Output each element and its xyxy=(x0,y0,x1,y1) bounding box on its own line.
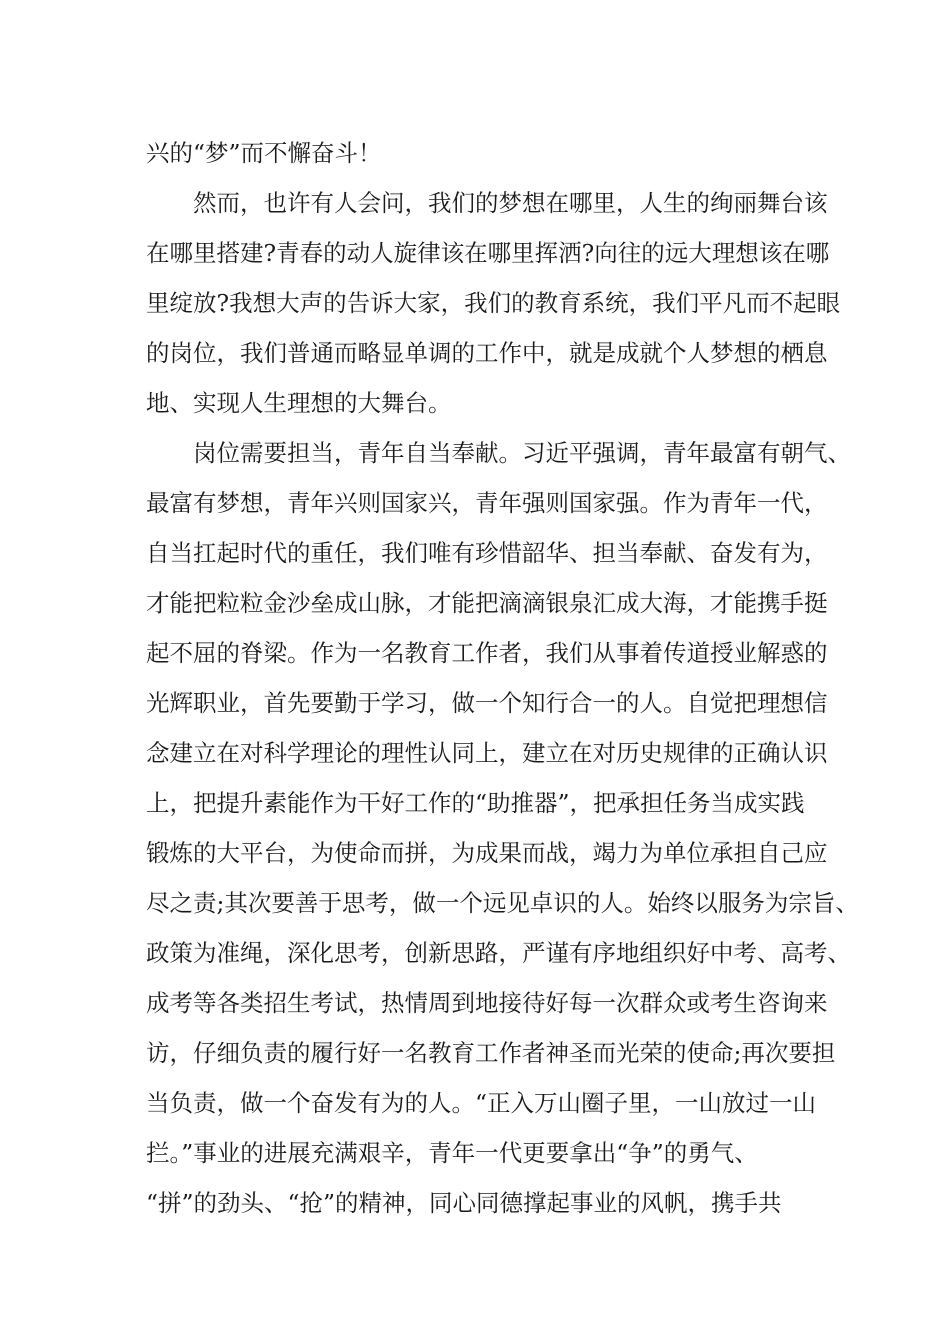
text-line: “拼”的劲头、“抢”的精神，同心同德撑起事业的风帆，携手共 xyxy=(146,1189,782,1217)
text-line: 起不屈的脊梁。作为一名教育工作者，我们从事着传道授业解惑的 xyxy=(146,639,828,667)
text-line: 访，仔细负责的履行好一名教育工作者神圣而光荣的使命;再次要担 xyxy=(146,1039,836,1067)
text-line: 政策为准绳，深化思考，创新思路，严谨有序地组织好中考、高考、 xyxy=(146,939,851,967)
text-line: 里绽放?我想大声的告诉大家，我们的教育系统，我们平凡而不起眼 xyxy=(146,289,841,317)
text-line: 当负责，做一个奋发有为的人。“正入万山圈子里，一山放过一山 xyxy=(146,1089,817,1117)
text-line: 光辉职业，首先要勤于学习，做一个知行合一的人。自觉把理想信 xyxy=(146,689,828,717)
text-line: 念建立在对科学理论的理性认同上，建立在对历史规律的正确认识 xyxy=(146,739,828,767)
text-line: 才能把粒粒金沙垒成山脉，才能把滴滴银泉汇成大海，才能携手挺 xyxy=(146,589,828,617)
paragraph-start-line: 岗位需要担当，青年自当奉献。习近平强调，青年最富有朝气、 xyxy=(146,439,851,467)
text-line: 上，把提升素能作为干好工作的“助推器”，把承担任务当成实践 xyxy=(146,789,805,817)
text-line: 自当扛起时代的重任，我们唯有珍惜韶华、担当奉献、奋发有为， xyxy=(146,539,828,567)
paragraph-start-line: 然而，也许有人会问，我们的梦想在哪里，人生的绚丽舞台该 xyxy=(146,189,828,217)
text-line: 在哪里搭建?青春的动人旋律该在哪里挥洒?向往的远大理想该在哪 xyxy=(146,239,830,267)
text-line: 锻炼的大平台，为使命而拼，为成果而战，竭力为单位承担自己应 xyxy=(146,839,828,867)
text-line: 成考等各类招生考试，热情周到地接待好每一次群众或考生咨询来 xyxy=(146,989,828,1017)
text-line: 地、实现人生理想的大舞台。 xyxy=(146,389,452,417)
text-line: 拦。”事业的进展充满艰辛，青年一代更要拿出“争”的勇气、 xyxy=(146,1139,758,1167)
text-line: 兴的“梦”而不懈奋斗！ xyxy=(146,139,382,167)
text-line: 的岗位，我们普通而略显单调的工作中，就是成就个人梦想的栖息 xyxy=(146,339,828,367)
text-line: 尽之责;其次要善于思考，做一个远见卓识的人。始终以服务为宗旨、 xyxy=(146,889,859,917)
text-line: 最富有梦想，青年兴则国家兴，青年强则国家强。作为青年一代， xyxy=(146,489,828,517)
